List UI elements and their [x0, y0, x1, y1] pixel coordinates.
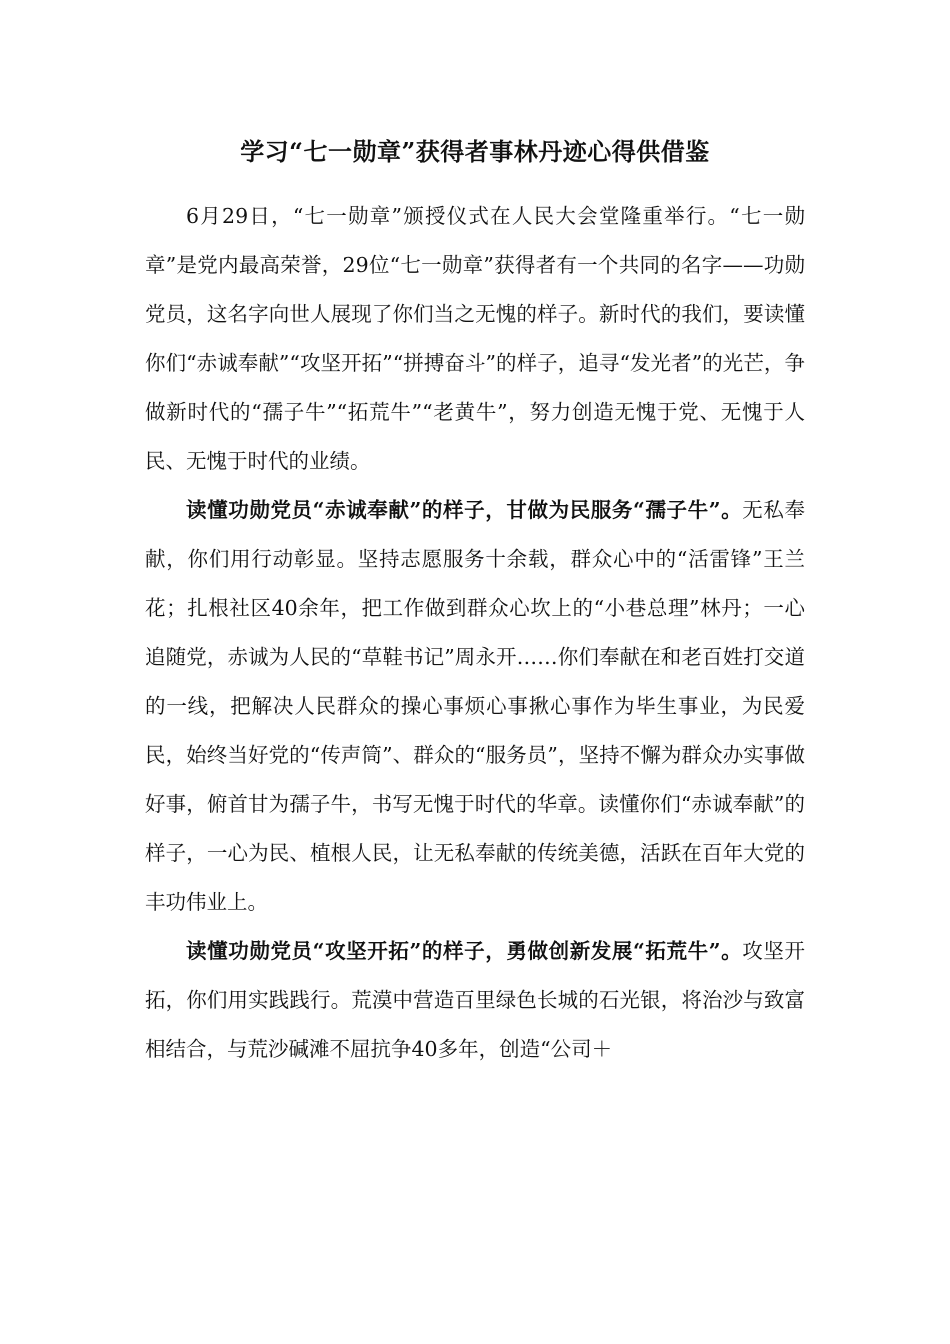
paragraph-dedication — [145, 486, 805, 927]
paragraph-text: 6月29日，“七一勋章”颁授仪式在人民大会堂隆重举行。“七一勋章”是党内最高荣誉，29位“七一勋章”获得者有一个共同的名字——功勋党员，这名字向世人展现了你们当之无愧的样子。新时代的我们，要读懂你们“赤诚奉献”“攻坚开拓”“拼搏奋斗”的样子，追寻“发光者”的光芒，争做新时代的“孺子牛”“拓荒牛”“老黄牛”，努力创造无愧于党、无愧于人民、无愧于时代的业绩。 — [145, 204, 805, 473]
paragraph-pioneering — [145, 927, 805, 1074]
paragraph-lead: 读懂功勋党员“攻坚开拓”的样子，勇做创新发展“拓荒牛”。 — [186, 939, 743, 963]
paragraph-text: 攻坚开拓，你们用实践践行。荒漠中营造百里绿色长城的石光银，将治沙与致富相结合，与荒沙碱滩不屈抗争40多年，创造“公司＋ — [145, 939, 806, 1061]
document-body — [145, 192, 805, 1074]
document-title: 学习“七一勋章”获得者事林丹迹心得供借鉴 — [240, 137, 710, 166]
paragraph-intro — [145, 192, 805, 486]
paragraph-text: 无私奉献，你们用行动彰显。坚持志愿服务十余载，群众心中的“活雷锋”王兰花；扎根社区40余年，把工作做到群众心坎上的“小巷总理”林丹；一心追随党，赤诚为人民的“草鞋书记”周永开……你们奉献在和老百姓打交道的一线，把解决人民群众的操心事烦心事揪心事作为毕生事业，为民爱民，始终当好党的“传声筒”、群众的“服务员”，坚持不懈为群众办实事做好事，俯首甘为孺子牛，书写无愧于时代的华章。读懂你们“赤诚奉献”的样子，一心为民、植根人民，让无私奉献的传统美德，活跃在百年大党的丰功伟业上。 — [145, 498, 806, 914]
paragraph-lead: 读懂功勋党员“赤诚奉献”的样子，甘做为民服务“孺子牛”。 — [186, 498, 743, 522]
